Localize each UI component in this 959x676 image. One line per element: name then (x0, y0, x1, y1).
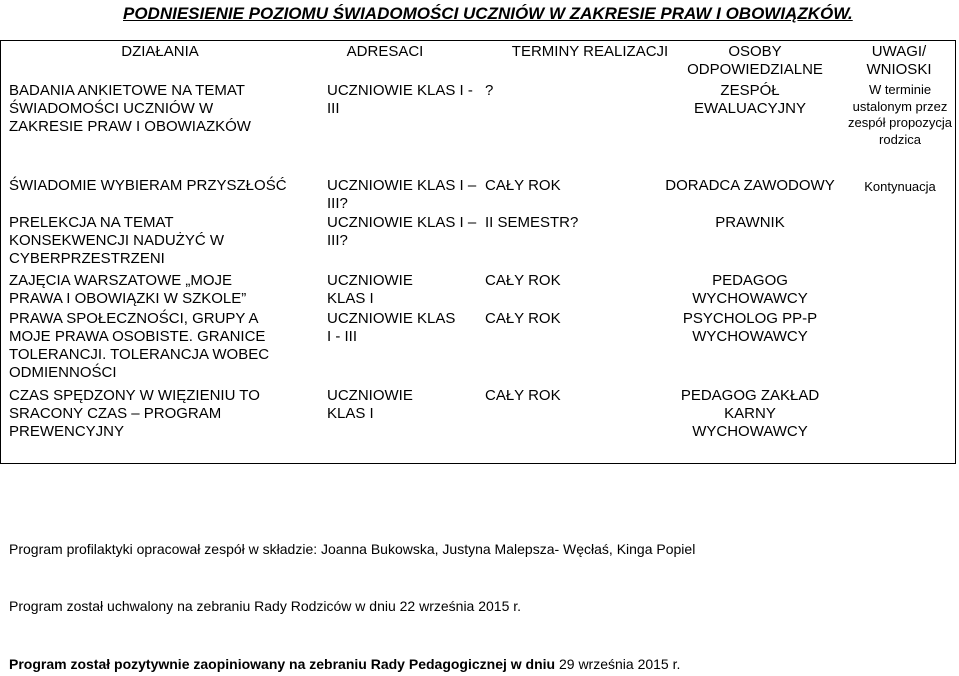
footer-teachers-opinion-date: 29 września 2015 r. (555, 656, 681, 672)
action-cell: PRAWA SPOŁECZNOŚCI, GRUPY A MOJE PRAWA OSOBISTE. GRANICE TOLERANCJI. TOLERANCJA WOBEC ODMIENNOŚCI (9, 310, 270, 381)
recipients-cell: UCZNIOWIE KLAS I – III? (327, 177, 477, 212)
responsible-cell: DORADCA ZAWODOWY (665, 177, 835, 194)
header-recipients: ADRESACI (346, 43, 424, 60)
footer-authors: Program profilaktyki opracował zespół w składzie: Joanna Bukowska, Justyna Malepsza- Węcłaś, Kinga Popiel (9, 541, 696, 557)
header-responsible: OSOBY ODPOWIEDZIALNE (687, 43, 823, 78)
header-actions: DZIAŁANIA (121, 43, 199, 60)
header-terms: TERMINY REALIZACJI (511, 43, 669, 60)
notes-cell: W terminie ustalonym przez zespół propozycja rodzica (847, 82, 953, 147)
term-cell: CAŁY ROK (485, 177, 561, 194)
responsible-cell: PSYCHOLOG PP-P WYCHOWAWCY (682, 310, 818, 345)
responsible-cell: PEDAGOG WYCHOWAWCY (692, 272, 808, 307)
recipients-cell: UCZNIOWIE KLAS I - III (327, 82, 473, 117)
action-cell: BADANIA ANKIETOWE NA TEMAT ŚWIADOMOŚCI UCZNIÓW W ZAKRESIE PRAW I OBOWIAZKÓW (9, 82, 251, 135)
responsible-cell: PRAWNIK (715, 214, 785, 231)
footer-parents-approval: Program został uchwalony na zebraniu Rady Rodziców w dniu 22 września 2015 r. (9, 598, 522, 614)
term-cell: ? (485, 82, 494, 99)
recipients-cell: UCZNIOWIE KLAS I (327, 387, 413, 422)
responsible-cell: ZESPÓŁ EWALUACYJNY (694, 82, 806, 117)
notes-cell: Kontynuacja (864, 179, 936, 194)
action-cell: PRELEKCJA NA TEMAT KONSEKWENCJI NADUŻYĆ W CYBERPRZESTRZENI (9, 214, 225, 267)
header-notes: UWAGI/ WNIOSKI (866, 43, 932, 78)
recipients-cell: UCZNIOWIE KLAS I – III? (327, 214, 477, 249)
footer-teachers-opinion-bold: Program został pozytywnie zaopiniowany na zebraniu Rady Pedagogicznej w dniu (9, 656, 556, 672)
recipients-cell: UCZNIOWIE KLAS I - III (327, 310, 456, 345)
term-cell: CAŁY ROK (485, 272, 561, 289)
footer-teachers-opinion (9, 656, 680, 672)
term-cell: CAŁY ROK (485, 387, 561, 404)
recipients-cell: UCZNIOWIE KLAS I (327, 272, 413, 307)
term-cell: CAŁY ROK (485, 310, 561, 327)
responsible-cell: PEDAGOG ZAKŁAD KARNY WYCHOWAWCY (680, 387, 820, 440)
page-title: PODNIESIENIE POZIOMU ŚWIADOMOŚCI UCZNIÓW W ZAKRESIE PRAW I OBOWIĄZKÓW. (123, 4, 853, 23)
action-cell: ZAJĘCIA WARSZATOWE „MOJE PRAWA I OBOWIĄZKI W SZKOLE” (9, 272, 247, 307)
term-cell: II SEMESTR? (485, 214, 579, 231)
action-cell: CZAS SPĘDZONY W WIĘZIENIU TO SRACONY CZAS – PROGRAM PREWENCYJNY (9, 387, 260, 440)
action-cell: ŚWIADOMIE WYBIERAM PRZYSZŁOŚĆ (9, 177, 287, 194)
